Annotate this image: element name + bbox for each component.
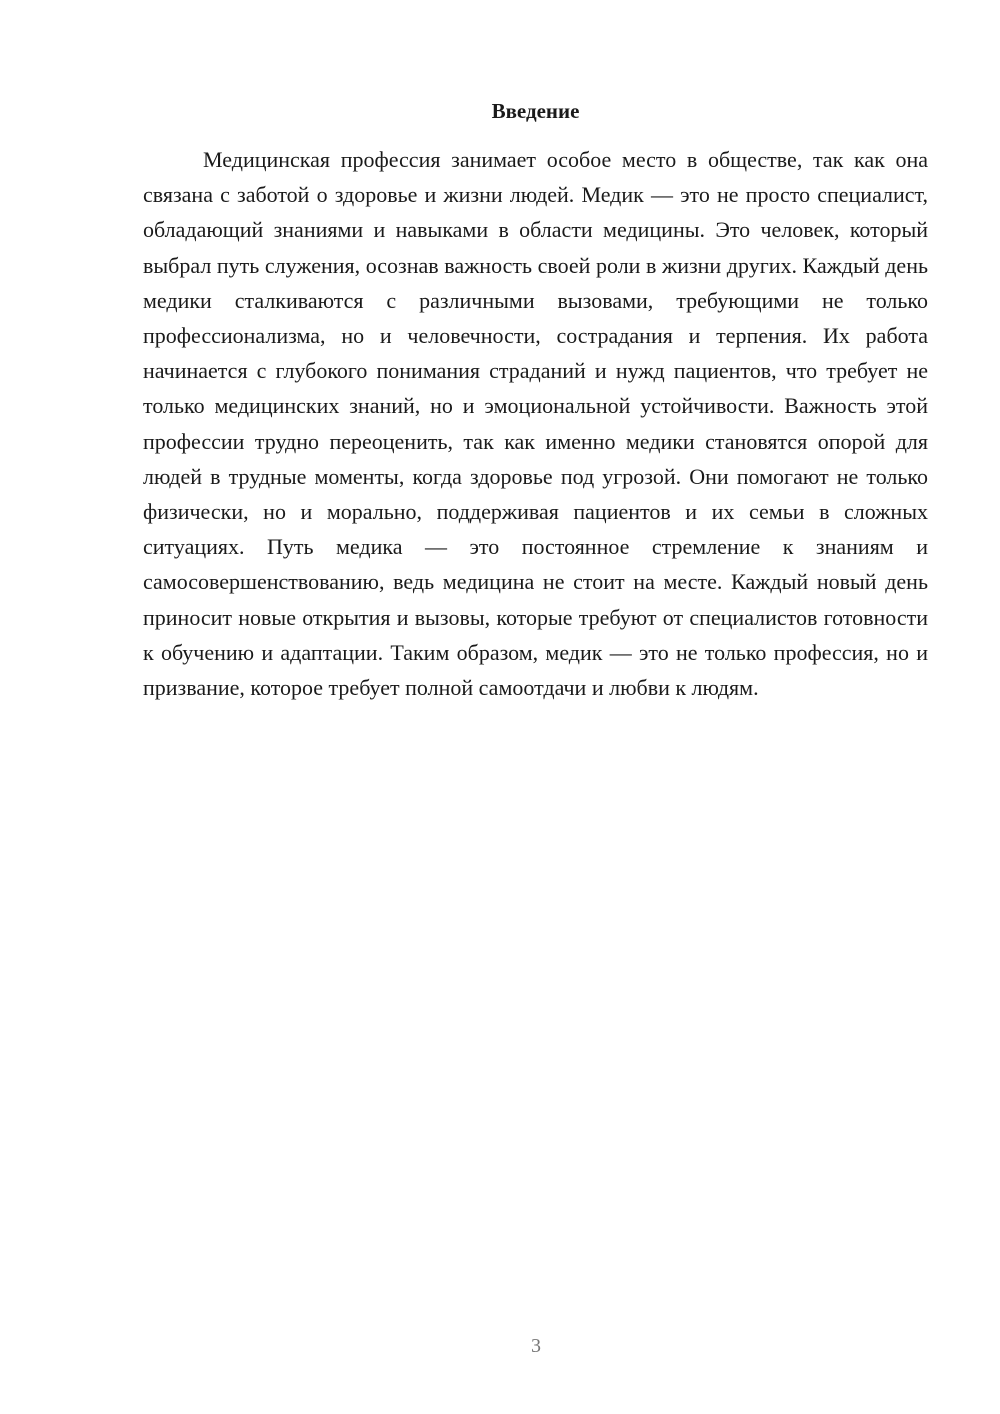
page-number: 3 <box>531 1335 541 1357</box>
section-heading: Введение <box>491 99 580 123</box>
body-paragraph: Медицинская профессия занимает особое место в обществе, так как она связана с заботой о здоровье и жизни людей. Медик — это не просто специалист, обладающий знаниями и навыками в области медицины. Это человек, который выбрал путь служения, осознав важность своей роли в жизни других. Каждый день медики сталкиваются с различными вызовами, требующими не только профессионализма, но и человечности, сострадания и терпения. Их работа начинается с глубокого понимания страданий и нужд пациентов, что требует не только медицинских знаний, но и эмоциональной устойчивости. Важность этой профессии трудно переоценить, так как именно медики становятся опорой для людей в трудные моменты, когда здоровье под угрозой. Они помогают не только физически, но и морально, поддерживая пациентов и их семьи в сложных ситуациях. Путь медика — это постоянное стремление к знаниям и самосовершенствованию, ведь медицина не стоит на месте. Каждый новый день приносит новые открытия и вызовы, которые требуют от специалистов готовности к обучению и адаптации. Таким образом, медик — это не только профессия, но и призвание, которое требует полной самоотдачи и любви к людям. <box>143 147 928 701</box>
